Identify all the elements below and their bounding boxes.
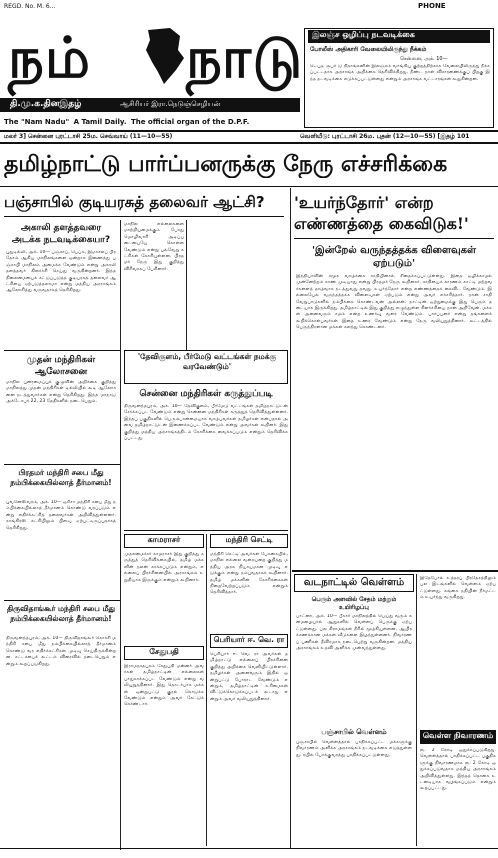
- flood-headline: வடநாட்டில் வெள்ளம்: [303, 577, 405, 588]
- right-body: இந்தியாவின் சமூக வாழ்க்கை சாதியினால் சிதைக்கப்பட்டுள்ளது. இதை ஒழிக்காமல் முன்னேற்றம் காண முடியாது என்று பிரதமர் நேரு கூறினார். சாதியைக் காரணம் காட்டி மற்றவர்களைத் தாழ்வாக நடத்துவது தவறு. உயர்ந்தோர் என்ற எண்ணத்தைக் கைவிட வேண்டும். இல்லையேல் வருந்தத்தக்க விளைவுகள் ஏற்படும் என்று அவர் எச்சரித்தார். நான் சாதி வேறுபாடுகளில் நம்பிக்கை கொண்டவன் அல்லன். நாட்டின் ஒற்றுமைக்கு இது பெரும் தடையாக இருக்கிறது. தமிழ்நாட்டில் இது குறித்து எழுந்துள்ள கிளர்ச்சியை நான் அறிவேன். மக்கள் அனைவரும் சமம் என்ற உணர்வு வளர வேண்டும். பார்ப்பனர் என்று தங்களைக் கூறிக்கொள்பவர்கள் இதை உணர வேண்டும் என்று நேரு வலியுறுத்தினார். கூட்டத்தில் பெருந்திரளான மக்கள் கலந்து கொண்டனர்.: [296, 274, 492, 331]
- quote-headline: 'தேவிகுளம், பீர்மேடு வட்டங்கள் நமக்கு வரவேண்டும்': [137, 352, 277, 371]
- headline-rule: [0, 186, 498, 187]
- left-sub3-body: புவனேஸ்வரம், அக். 10— ஒரிசா மந்திரி சபை மீது நம்பிக்கையில்லாத் தீர்மானம் கொண்டு வரப்படும் என்று எதிர்க்கட்சித் தலைவர்கள் அறிவித்துள்ளனர். காங்கிரஸ் கட்சியிலும் பிளவு ஏற்பட்டிருப்பதாகத் தெரிகிறது.: [6, 500, 116, 531]
- tamilnadu-map-emblem: [140, 26, 188, 86]
- center-divider-b: [206, 534, 207, 846]
- date-bar-top-rule: [0, 130, 498, 132]
- right-subhead: 'இன்றேல் வருந்தத்தக்க விளைவுகள் ஏற்படும்': [311, 245, 477, 269]
- phone-label: PHONE: [418, 2, 446, 10]
- left-headline: பஞ்சாபில் குடியரசுத் தலைவர் ஆட்சி?: [4, 193, 265, 211]
- top-right-body: டெபுடி சூபர் டு நிதாங்கனின் இலஞ்சம் வாங்கிய குற்றத்திற்காக வேலையிலிருந்து நீக்கப்பட்டதாக அரசாங்க அறிக்கை தெரிவிக்கிறது. நீண்ட நாள் விசாரணைக்குப் பிறகு இந்த நடவடிக்கை எடுக்கப்பட்டுள்ளது என்றும் அரசாங்க வட்டாரங்கள் கூறுகின்றன.: [310, 64, 490, 82]
- periyar-title: பெரியார் ஈ. வெ. ரா: [213, 635, 285, 644]
- kamarasar-title: காமராசர்: [147, 535, 181, 544]
- flood-body: பாட்னா, அக். 10— பீகார் மாநிலத்தில் பெய்து வரும் கனமழையால் ஆறுகளில் வெள்ளப் பெருக்கு ஏற்பட்டுள்ளது. பல கிராமங்கள் நீரில் மூழ்கியுள்ளன. ஆயிரக்கணக்கான மக்கள் வீடுகளை இழந்துள்ளனர். நிவாரணப் பணிகள் தீவிரமாக நடைபெற்று வருகின்றன. மத்திய அரசாங்கம் உதவி அளிக்க முன்வந்துள்ளது.: [296, 614, 412, 652]
- date-line-right: வெளியீடு: புரட்டாசி 26ம. புதன் (12—10—55) [இதழ் 101: [300, 133, 470, 140]
- quote-body: திருவனந்தபுரம், அக். 10— தேவிகுளம், பீர்மேடு வட்டங்கள் தமிழ்நாட்டுடன் சேர்க்கப்பட வேண்டும் என்று சென்னை மந்திரிகள் கருத்துத் தெரிவித்துள்ளனர். இந்தப் பகுதிகளில் பெரும்பான்மையாக வாழ்பவர்கள் தமிழர்கள் என்பதால் அவை தமிழ்நாட்டுடன் இணைக்கப்பட வேண்டும் என்று அவர்கள் கூறினர். இது குறித்து மத்திய அரசாங்கத்திடம் கோரிக்கை வைக்கப்படும் என்றும் தெரிவிக்கப்பட்டது.: [124, 404, 288, 442]
- page-bottom-rule: [0, 848, 498, 849]
- main-headline: தமிழ்நாட்டு பார்ப்பனருக்கு நேரு எச்சரிக்கை: [4, 151, 448, 177]
- sethupathi-title: சேதுபதி: [149, 647, 179, 656]
- relief-headline: வெள்ள நிவாரணம்: [422, 731, 494, 740]
- masthead-title-left: நம்: [8, 25, 91, 91]
- periyar-body: பெரியார் ஈ. வெ. ரா அவர்கள் தமிழ்நாட்டு எல்லைப் பிரச்சினை குறித்து அறிக்கை வெளியிட்டுள்ளார். தமிழர்கள் அனைவரும் இதில் ஒன்றுபட்டு போராட வேண்டும் என்றும், தமிழ்நாட்டின் உரிமைகள் விட்டுக்கொடுக்கப்படக் கூடாது என்றும் அவர் வலியுறுத்தினார்.: [210, 652, 288, 702]
- right-side-body: இதேபோல் உத்தரப் பிரதேசத்திலும் பல இடங்களில் வெள்ளம் ஏற்பட்டுள்ளது. கங்கை நதியின் நீர்மட்டம் உயர்ந்து வருகிறது.: [420, 576, 496, 601]
- left-sub2-rule: [4, 350, 120, 351]
- left-sub1-body: புதுடில்லி, அக். 10— பஞ்சாப், பெப்சு, இமாசலப் பிரதேசம் ஆகிய மாநிலங்களை ஒன்றாக இணைத்து பஞ்சாபி மாநிலம் அமைக்க வேண்டும் என்று அகாலி தளத்தவர் கிளர்ச்சி செய்து வருகின்றனர். இந்த நிலைமையைக் கட்டுப்படுத்த குடியரசுத் தலைவர் ஆட்சியை ஏற்படுத்தலாமா என்று மத்திய அரசாங்கம் ஆலோசித்து வருவதாகத் தெரிகிறது.: [6, 250, 116, 294]
- flood-subhead-2: பஞ்சாபில் வெள்ளம்: [321, 728, 387, 736]
- left-sub4-title: திருவிதாங்கூர் மந்திரி சபை மீது நம்பிக்கையில்லாத் தீர்மானம்!: [6, 604, 116, 623]
- masthead-subtitle: தி.மு.க.தினஇதழ்: [10, 99, 82, 109]
- left-sub1-title: அகாலி தளத்தவரை அடக்க நடவடிக்கையா?: [11, 223, 111, 245]
- date-bar-bottom-rule: [0, 142, 498, 144]
- left-col-divider-1: [120, 220, 121, 350]
- top-right-subhead: போலீஸ் அதிகாரி வேலையிலிருந்து நீக்கம்: [310, 46, 427, 53]
- quote-bottom-rule: [124, 530, 288, 531]
- left-sub3-title: பிரதமர் மந்திரி சபை மீது நம்பிக்கையில்லாத் தீர்மானம்!: [10, 468, 112, 487]
- left-sub2-title: முதன் மந்திரிகள் ஆலோசனை: [26, 355, 96, 377]
- left-headline-rule: [4, 216, 284, 217]
- english-tagline: [4, 118, 304, 126]
- left-sub3-rule: [4, 464, 120, 465]
- flood-subhead: பெரும் அளவில் சேதம் மற்றும் உயிரிழப்பு: [311, 596, 397, 611]
- top-right-headline: இலஞ்ச ஒழிப்பு நடவடிக்கை: [308, 30, 490, 43]
- center-right-divider: [290, 188, 291, 848]
- left-col-divider-2: [120, 350, 121, 850]
- minister-chetty-body: மந்திரி செட்டி அவர்கள் பேசுகையில், மாநில எல்லை வரையறை குறித்து மத்திய அரசு நியாயமான முடிவு எடுக்கும் என்று நம்புவதாகக் கூறினார். தமிழ் மக்களின் கோரிக்கைகள் நிறைவேற்றப்படும் என்றும் தெரிவித்தார்.: [210, 552, 288, 596]
- date-line-left: மலர் 3] சென்னை புரட்டாசி 25ம. செவ்வாய் (11—10—55): [4, 133, 173, 140]
- left-sub4-body: திருவனந்தபுரம், அக். 10— திருவிதாங்கூர் கொச்சி மந்திரி சபை மீது நம்பிக்கையில்லாத் தீர்மானம் கொண்டு வர எதிர்க்கட்சிகள் முடிவு செய்திருக்கின்றன. சட்டசபைக் கூட்டம் விரைவில் நடைபெறும் என்றும் கூறப்படுகிறது.: [6, 636, 116, 667]
- english-organ: The official organ of the D.P.F.: [130, 118, 250, 126]
- masthead-editor: ஆசிரியர் இரா.நெடுஞ்செழியன்: [120, 100, 221, 108]
- right-col-divider: [416, 574, 417, 846]
- sethupathi-body: இராமநாதபுரம் சேதுபதி மன்னர் அவர்கள் தமிழ்நாட்டின் எல்லைகள் பாதுகாக்கப்பட வேண்டும் என்று வலியுறுத்தினார். இது தொடர்பாக மக்கள் ஒன்றுபட்டு குரல் கொடுக்க வேண்டும் என்றும் அவர் கேட்டுக் கொண்டார்.: [124, 664, 204, 708]
- minister-chetty-title: மந்திரி செட்டி: [225, 535, 273, 544]
- flood-top-rule: [292, 570, 498, 572]
- relief-body: ரூ. 2 கோடி ஒதுக்கப்படுகிறது. வெள்ளத்தால் பாதிக்கப்பட்ட பகுதிகளுக்கு நிவாரணமாக ரூ. 2 கோடி ஒதுக்கப்படுவதாக மத்திய அரசாங்கம் அறிவித்துள்ளது. இந்தத் தொகை உடனடியாக வழங்கப்படும் என்றும் கூறப்பட்டது.: [420, 748, 496, 792]
- right-headline: 'உயர்ந்தோர்' என்ற எண்ணத்தை கைவிடுக!': [294, 193, 469, 233]
- top-right-dateline: சென்னை, அக். 10—: [400, 56, 448, 62]
- english-name: The "Nam Nadu": [4, 118, 70, 126]
- masthead-title-right: நாடு: [186, 25, 304, 91]
- registration-number: REGD. No. M. 6...: [4, 3, 56, 10]
- flood-body-2: பஞ்சாபில் வெள்ளத்தால் பாதிக்கப்பட்ட மக்களுக்கு நிவாரணம் அளிக்க அரசாங்கம் நடவடிக்கை எடுத்துள்ளது. ரயில் போக்குவரத்து பாதிக்கப்பட்டுள்ளது.: [296, 740, 412, 758]
- kamarasar-body: முதலமைச்சர் காமராசர் இது குறித்து கருத்துத் தெரிவிக்கையில், தமிழ் மக்களின் நலன் காக்கப்படும் என்றும், எல்லைப் பிரச்சினையில் அரசாங்கம் உறுதியாக இருக்கும் என்றும் கூறினார்.: [124, 552, 204, 583]
- center-side-body: மாநில எல்லைகளை மாற்றியமைக்கும் போது மொழிவாரி அடிப்படையையே கொள்ள வேண்டும் என்று பல்வேறு கட்சிகள் கோரியுள்ளன. பிரதமர் நேரு இது குறித்து விரிவாகப் பேசினார்.: [124, 222, 184, 272]
- center-divider-a: [186, 220, 187, 350]
- right-headline-rule: [294, 238, 494, 239]
- english-daily: A Tamil Daily.: [73, 118, 127, 126]
- left-sub2-body: மாநில புனரமைப்புக் குழுவின் அறிக்கை குறித்து மாநிலத்து முதன் மந்திரிகள் டில்லியில் கூடி ஆலோசனை நடத்துவார்கள் என்று தெரிகிறது. இந்த மாநாடு அக்டோபர் 22, 23 தேதிகளில் நடைபெறும்.: [6, 380, 116, 405]
- quote-subhead: சென்னை மந்திரிகள் கருத்துப்படி: [139, 389, 273, 399]
- left-sub4-rule: [4, 600, 120, 601]
